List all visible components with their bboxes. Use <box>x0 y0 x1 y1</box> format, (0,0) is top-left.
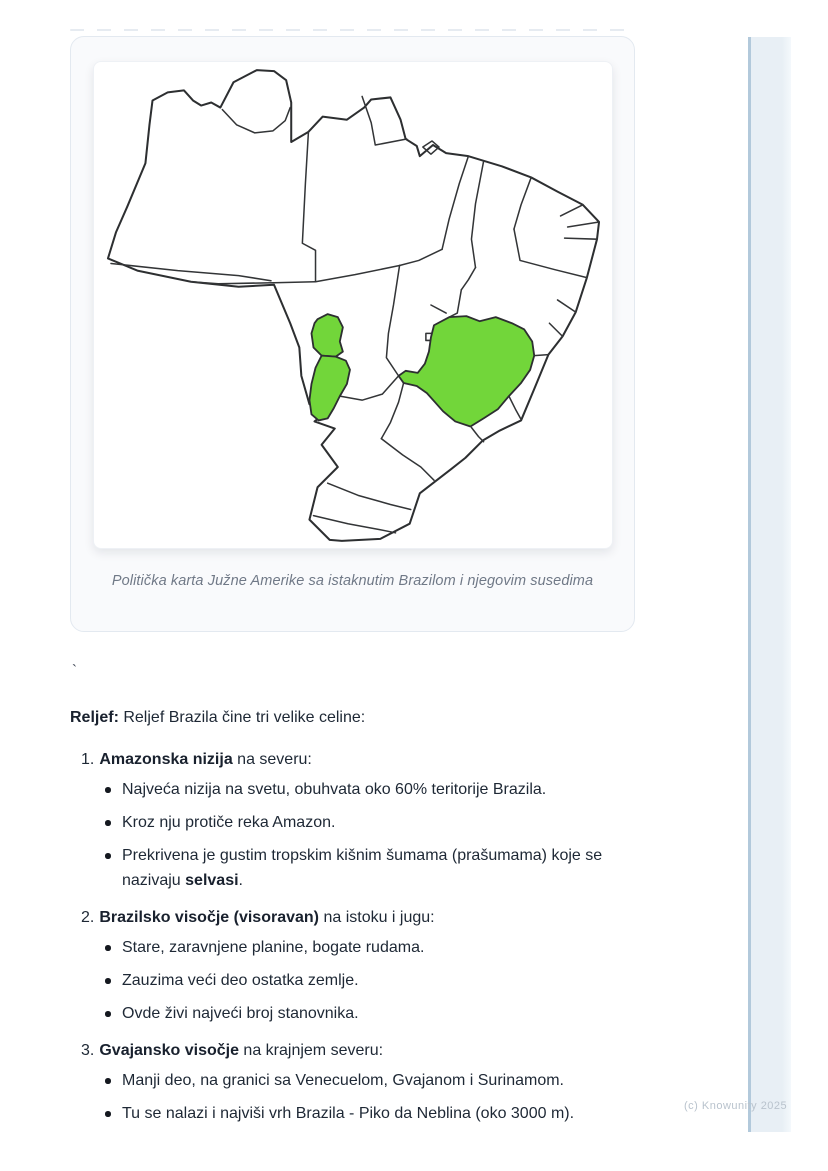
intro-text: Reljef Brazila čine tri velike celine: <box>118 709 366 726</box>
bullet-item <box>122 843 636 893</box>
bullet-text: Prekrivena je gustim tropskim kišnim šumama (prašumama) koje se nazivaju <box>122 847 603 889</box>
item-heading <box>70 905 636 930</box>
page-scrollbar[interactable] <box>748 37 791 1132</box>
bullet-text: Zauzima veći deo ostatka zemlje. <box>122 972 359 989</box>
bullet-item <box>122 1068 636 1093</box>
highlighted-state-rondonia-north <box>311 314 342 357</box>
bullet-item <box>122 935 636 960</box>
intro-label: Reljef: <box>70 709 119 726</box>
item-suffix: na severu: <box>232 751 312 768</box>
bullet-icon <box>105 787 111 793</box>
list-item <box>70 905 636 1026</box>
bullet-item <box>122 777 636 802</box>
list-item <box>70 1038 636 1126</box>
bullet-text: Manji deo, na granici sa Venecuelom, Gvajanom i Surinamom. <box>122 1072 564 1089</box>
map-image-container <box>93 61 613 549</box>
state-border-bahia-es <box>534 355 548 356</box>
bullet-text: Kroz nju protiče reka Amazon. <box>122 814 336 831</box>
bullet-text: Ovde živi najveći broj stanovnika. <box>122 1005 359 1022</box>
bullet-icon <box>105 820 111 826</box>
item-suffix: na istoku i jugu: <box>319 909 435 926</box>
bullet-text: Tu se nalazi i najviši vrh Brazila - Piko da Neblina (oko 3000 m). <box>122 1105 575 1122</box>
bullet-icon <box>105 1078 111 1084</box>
bullet-list <box>70 1068 636 1126</box>
item-heading <box>70 747 636 772</box>
bullet-icon <box>105 1011 111 1017</box>
brazil-states-map <box>94 62 613 548</box>
item-number: 1. <box>81 751 95 768</box>
map-figure-card <box>70 36 635 632</box>
bullet-list <box>70 777 636 893</box>
item-title: Gvajansko visočje <box>99 1042 239 1059</box>
bullet-bold: selvasi <box>185 872 239 889</box>
watermark: (c) Knowunity 2025 <box>684 1100 788 1112</box>
item-title: Brazilsko visočje (visoravan) <box>99 909 319 926</box>
dashed-separator <box>70 29 635 31</box>
state-border-pb-pe <box>565 238 597 239</box>
bullet-text-post: . <box>238 872 243 889</box>
item-number: 3. <box>81 1042 95 1059</box>
bullet-item <box>122 1101 636 1126</box>
bullet-item <box>122 968 636 993</box>
brazil-outline <box>108 70 599 541</box>
bullet-icon <box>105 853 111 859</box>
item-suffix: na krajnjem severu: <box>238 1042 384 1059</box>
item-number: 2. <box>81 909 95 926</box>
bullet-text: Najveća nizija na svetu, obuhvata oko 60% teritorije Brazila. <box>122 781 547 798</box>
item-title: Amazonska nizija <box>99 751 233 768</box>
item-heading <box>70 1038 636 1063</box>
bullet-item <box>122 1001 636 1026</box>
list-item <box>70 747 636 893</box>
bullet-text: Stare, zaravnjene planine, bogate rudama. <box>122 939 425 956</box>
relief-list <box>70 747 636 1126</box>
bullet-list <box>70 935 636 1026</box>
bullet-icon <box>105 1111 111 1117</box>
document-text <box>70 705 636 1138</box>
bullet-item <box>122 810 636 835</box>
bullet-icon <box>105 978 111 984</box>
intro-paragraph <box>70 705 636 730</box>
stray-backtick: ` <box>72 662 77 679</box>
bullet-icon <box>105 945 111 951</box>
figure-caption: Politička karta Južne Amerike sa istaknutim Brazilom i njegovim susedima <box>111 573 594 589</box>
